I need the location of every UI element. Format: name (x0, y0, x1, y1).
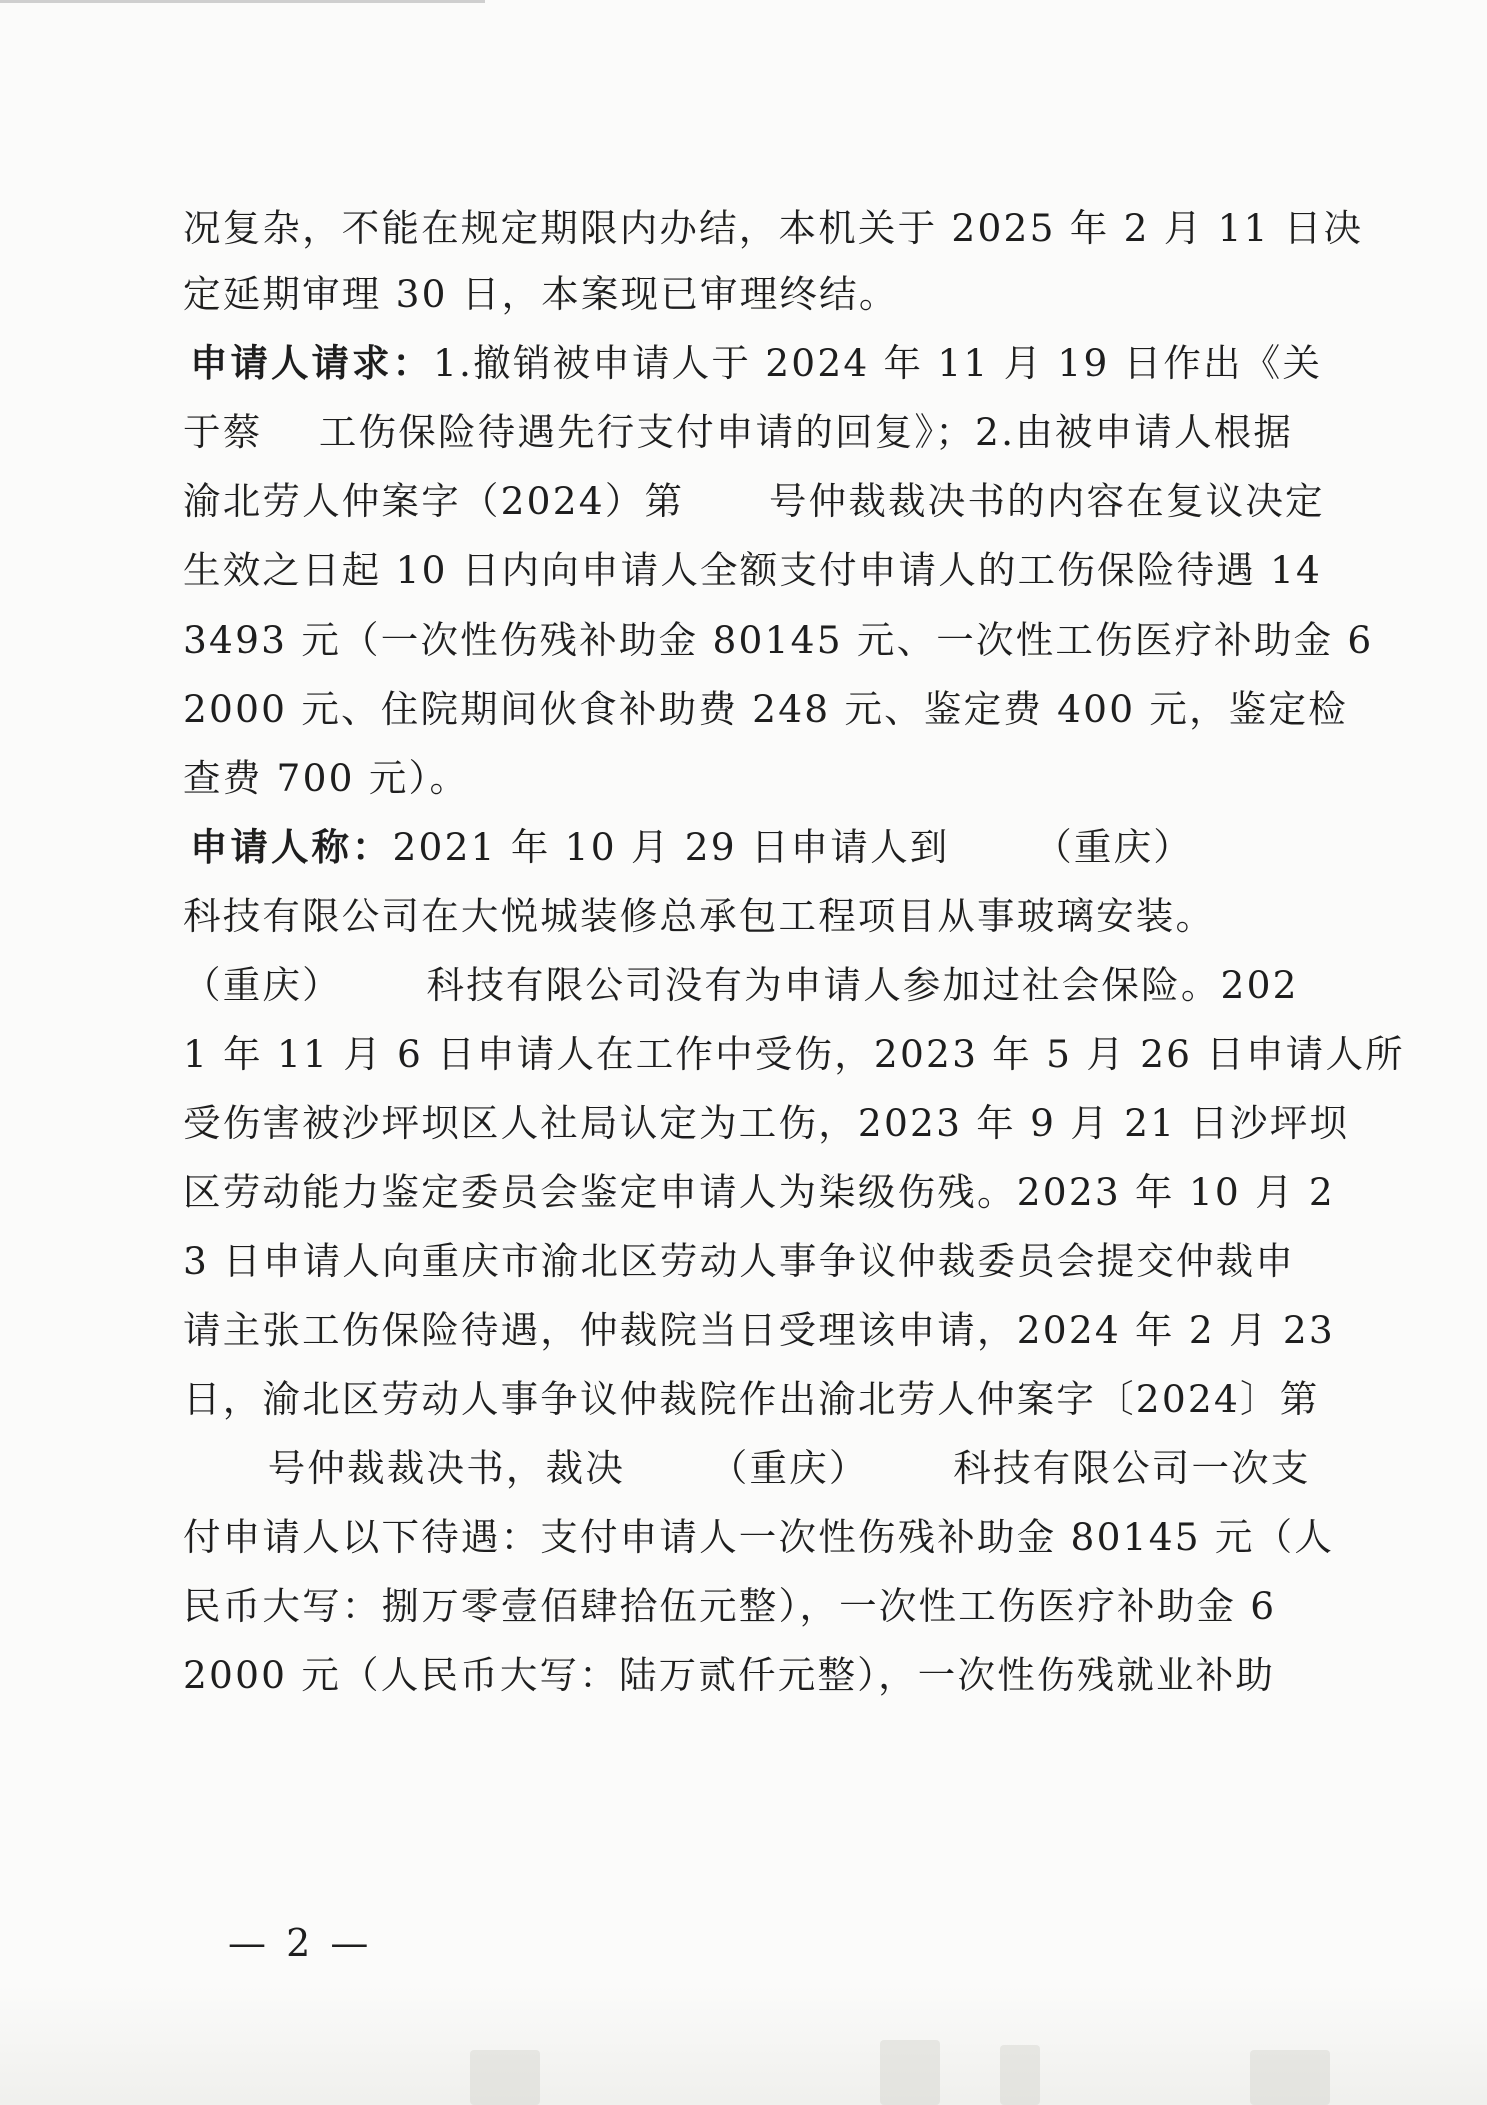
text-line: 于蔡 工伤保险待遇先行支付申请的回复》；2.由被申请人根据 (183, 410, 1294, 454)
text-line: 日，渝北区劳动人事争议仲裁院作出渝北劳人仲案字〔2024〕第 (183, 1377, 1320, 1421)
claim-heading: 申请人称： (190, 825, 393, 869)
text-line: （重庆） 科技有限公司没有为申请人参加过社会保险。202 (183, 963, 1299, 1007)
text-line: 付申请人以下待遇：支付申请人一次性伤残补助金 80145 元（人 (183, 1515, 1335, 1559)
text-line: 生效之日起 10 日内向申请人全额支付申请人的工伤保险待遇 14 (183, 548, 1323, 592)
text-line: 3493 元（一次性伤残补助金 80145 元、一次性工伤医疗补助金 6 (183, 618, 1374, 662)
text-line: 请主张工伤保险待遇，仲裁院当日受理该申请，2024 年 2 月 23 (183, 1308, 1335, 1352)
top-rule (0, 0, 485, 3)
text-line: 况复杂，不能在规定期限内办结，本机关于 2025 年 2 月 11 日决 (183, 206, 1364, 250)
scan-artifact (1250, 2050, 1330, 2105)
text-line: 1 年 11 月 6 日申请人在工作中受伤，2023 年 5 月 26 日申请人所 (183, 1032, 1405, 1076)
text-line: 号仲裁裁决书，裁决 （重庆） 科技有限公司一次支 (183, 1446, 1311, 1490)
text-line: 定延期审理 30 日，本案现已审理终结。 (183, 272, 899, 316)
text-line: 2000 元、住院期间伙食补助费 248 元、鉴定费 400 元，鉴定检 (183, 687, 1348, 731)
scan-artifact (470, 2050, 540, 2105)
scan-artifact (1000, 2045, 1040, 2105)
text-line: 区劳动能力鉴定委员会鉴定申请人为柒级伤残。2023 年 10 月 2 (183, 1170, 1335, 1214)
text-line: 2000 元（人民币大写：陆万贰仟元整），一次性伤残就业补助 (183, 1653, 1276, 1697)
page-number: — 2 — (228, 1921, 373, 1965)
scan-artifact (880, 2040, 940, 2105)
request-paragraph-line (190, 340, 1322, 386)
text-line: 科技有限公司在大悦城装修总承包工程项目从事玻璃安装。 (183, 894, 1216, 938)
text-line: 查费 700 元）。 (183, 756, 470, 800)
text-line: 受伤害被沙坪坝区人社局认定为工伤，2023 年 9 月 21 日沙坪坝 (183, 1101, 1350, 1145)
text-line: 1.撤销被申请人于 2024 年 11 月 19 日作出《关 (433, 341, 1323, 385)
claim-paragraph-line (190, 824, 1193, 870)
text-line: 民币大写：捌万零壹佰肆拾伍元整），一次性工伤医疗补助金 6 (183, 1584, 1277, 1628)
text-line: 3 日申请人向重庆市渝北区劳动人事争议仲裁委员会提交仲裁申 (183, 1239, 1296, 1283)
request-heading: 申请人请求： (190, 341, 433, 385)
text-line: 渝北劳人仲案字（2024）第 号仲裁裁决书的内容在复议决定 (183, 479, 1325, 523)
text-line: 2021 年 10 月 29 日申请人到 （重庆） (392, 825, 1193, 869)
